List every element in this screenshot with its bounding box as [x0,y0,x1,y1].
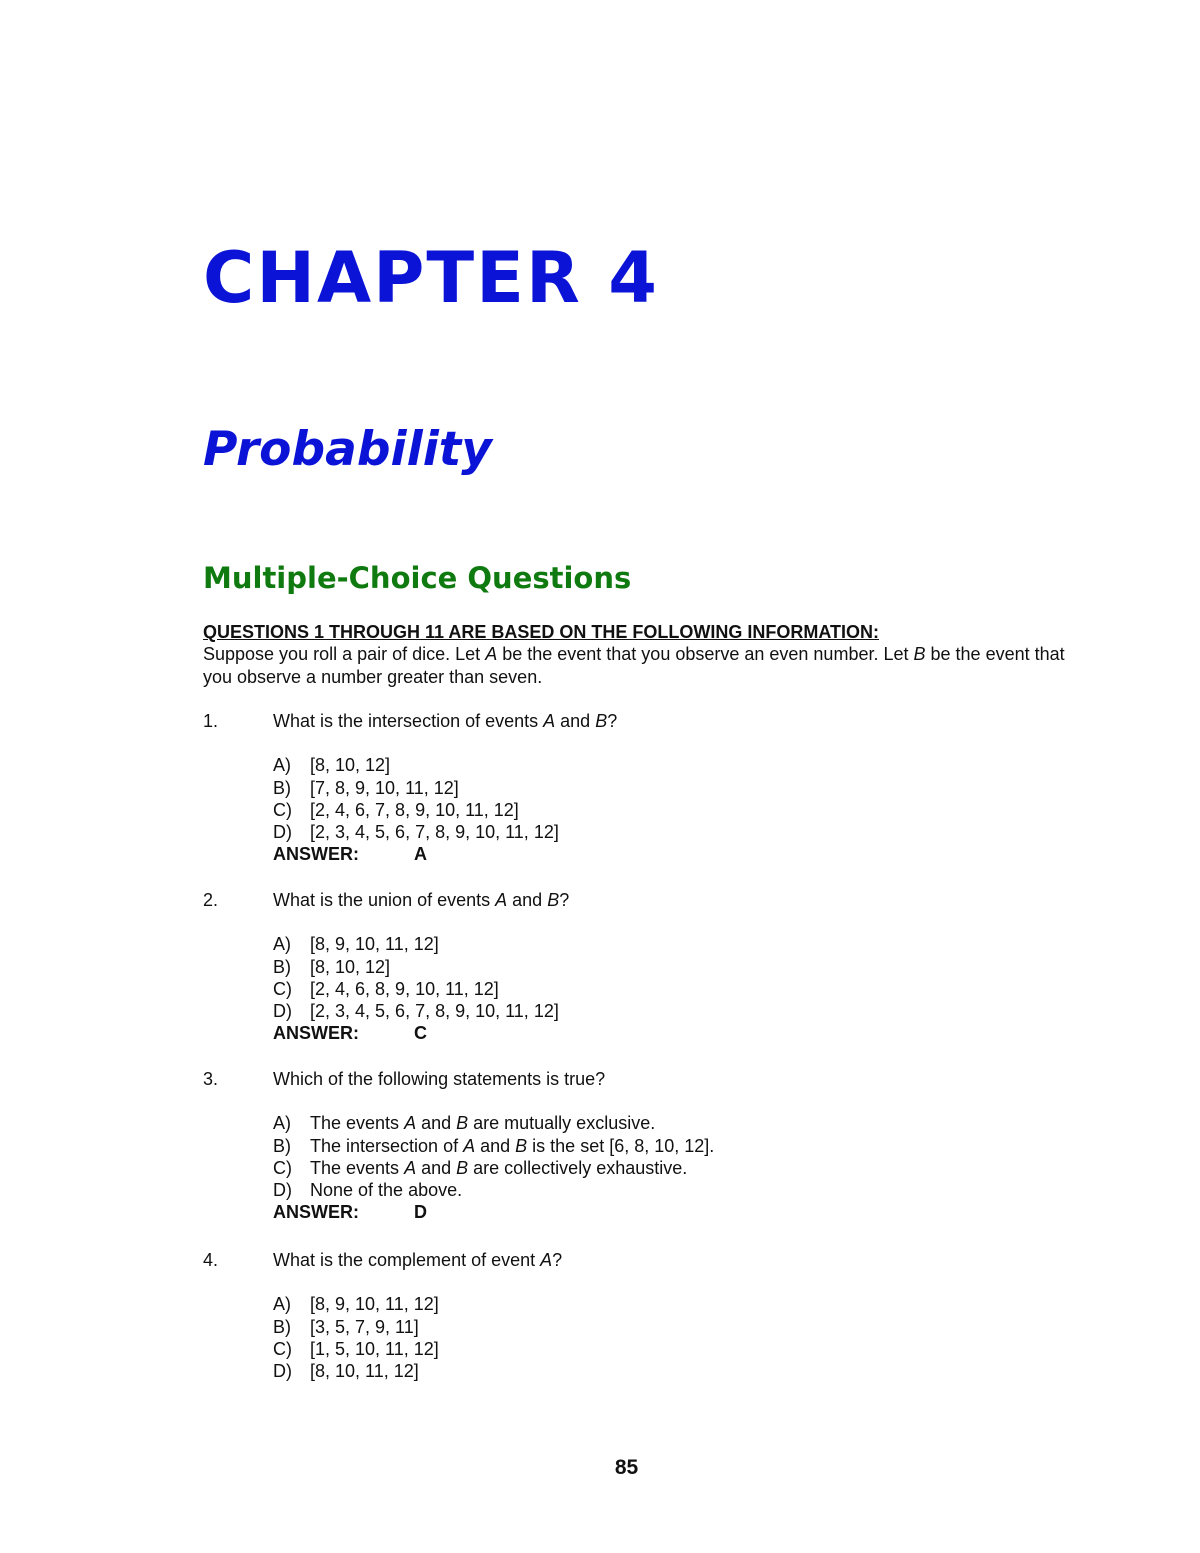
choice-c [273,978,1083,1000]
choice-a [273,1293,1083,1315]
question-text-part: ? [607,711,618,731]
choice-letter: C) [273,799,292,820]
choice-letter: D) [273,1001,292,1022]
choice-letter: B) [273,777,291,798]
choice-text: [8, 10, 12] [310,956,391,977]
question-text-part: What is the union of events [273,890,496,910]
choice-b [273,956,1083,978]
choice-text [310,1135,714,1157]
choice-text: [2, 4, 6, 7, 8, 9, 10, 11, 12] [310,799,519,820]
choice-b [273,1316,1083,1338]
choice-var: A [404,1157,417,1178]
question-3 [203,1068,1083,1224]
question-number: 1. [203,711,219,731]
choice-var: B [515,1135,528,1156]
choice-text-part: is the set [6, 8, 10, 12]. [527,1135,715,1156]
choice-list [273,754,1083,865]
choice-c [273,799,1083,821]
question-number: 4. [203,1250,219,1270]
question-2 [203,889,1083,1045]
choice-text: [2, 3, 4, 5, 6, 7, 8, 9, 10, 11, 12] [310,822,559,843]
question-var: A [540,1250,553,1270]
question-number: 2. [203,890,219,910]
choice-text: [1, 5, 10, 11, 12] [310,1338,439,1359]
choice-text-part: The events [310,1113,405,1134]
info-paragraph [203,643,1083,688]
answer-row [273,1201,1083,1223]
info-block [203,621,1083,688]
answer-row [273,1022,1083,1044]
info-text-1: Suppose you roll a pair of dice. Let [203,644,486,665]
choice-letter: C) [273,1157,292,1178]
choice-text: [8, 10, 11, 12] [310,1361,419,1382]
choice-a [273,1112,1083,1134]
choice-text: None of the above. [310,1180,463,1201]
question-var: B [547,890,560,910]
question-text-part: What is the complement of event [273,1250,541,1270]
choice-list [273,933,1083,1044]
choice-text-part: The events [310,1157,405,1178]
chapter-subtitle: Probability [203,422,492,477]
choice-d [273,1360,1083,1382]
question-4 [203,1249,1083,1382]
question-text [273,1249,1083,1271]
choice-text: [8, 9, 10, 11, 12] [310,934,439,955]
choice-text [310,1112,655,1134]
choice-text: [2, 4, 6, 8, 9, 10, 11, 12] [310,978,499,999]
choice-letter: A) [273,755,291,776]
choice-text-part: are mutually exclusive. [468,1113,656,1134]
choice-var: A [404,1113,417,1134]
choice-d [273,1000,1083,1022]
info-heading: QUESTIONS 1 THROUGH 11 ARE BASED ON THE FOLLOWING INFORMATION: [203,622,880,642]
info-var-b: B [913,644,926,665]
choice-letter: D) [273,1180,292,1201]
choice-list [273,1112,1083,1223]
question-text-part: and [507,890,548,910]
choice-c [273,1157,1083,1179]
choice-a [273,933,1083,955]
choice-list [273,1293,1083,1382]
question-text-part: ? [552,1250,563,1270]
section-heading: Multiple-Choice Questions [203,561,632,595]
choice-letter: B) [273,1316,291,1337]
question-stem [203,1068,1083,1090]
choice-b [273,1135,1083,1157]
choice-var: B [456,1113,469,1134]
choice-text: [2, 3, 4, 5, 6, 7, 8, 9, 10, 11, 12] [310,1001,559,1022]
answer-value: D [414,1202,427,1223]
question-var: A [543,711,556,731]
choice-letter: D) [273,822,292,843]
question-stem [203,889,1083,911]
question-stem [203,1249,1083,1271]
choice-c [273,1338,1083,1360]
choice-text [310,1157,687,1179]
answer-label: ANSWER: [273,844,359,865]
question-text: Which of the following statements is true? [273,1069,606,1089]
chapter-title: CHAPTER 4 [203,237,659,319]
question-var: B [595,711,608,731]
info-text-2: be the event that you observe an even number. Let [497,644,914,665]
choice-text: [8, 10, 12] [310,755,391,776]
question-stem [203,710,1083,732]
choice-letter: B) [273,1135,291,1156]
choice-text-part: The intersection of [310,1135,464,1156]
choice-letter: A) [273,934,291,955]
question-text-part: and [555,711,596,731]
info-text-3: be the event that you observe a number greater than seven. [203,644,1065,687]
question-text [273,889,1083,911]
answer-label: ANSWER: [273,1023,359,1044]
page-number: 85 [614,1456,639,1479]
choice-var: A [463,1135,476,1156]
choice-letter: D) [273,1361,292,1382]
info-var-a: A [485,644,498,665]
choice-text: [3, 5, 7, 9, 11] [310,1316,419,1337]
choice-letter: C) [273,1338,292,1359]
answer-label: ANSWER: [273,1202,359,1223]
choice-var: B [456,1157,469,1178]
answer-row [273,843,1083,865]
question-text [273,710,1083,732]
choice-d [273,1179,1083,1201]
choice-letter: B) [273,956,291,977]
choice-text-part: and [475,1135,516,1156]
question-1 [203,710,1083,866]
choice-text-part: and [416,1157,457,1178]
question-var: A [495,890,508,910]
choice-d [273,821,1083,843]
choice-letter: C) [273,978,292,999]
answer-value: A [414,844,427,865]
question-text-part: ? [559,890,570,910]
choice-text-part: and [416,1113,457,1134]
choice-text: [7, 8, 9, 10, 11, 12] [310,777,459,798]
choice-text: [8, 9, 10, 11, 12] [310,1294,439,1315]
question-number: 3. [203,1069,219,1089]
answer-value: C [414,1023,427,1044]
choice-a [273,754,1083,776]
choice-letter: A) [273,1113,291,1134]
choice-letter: A) [273,1294,291,1315]
choice-text-part: are collectively exhaustive. [468,1157,688,1178]
question-text-part: What is the intersection of events [273,711,544,731]
choice-b [273,777,1083,799]
